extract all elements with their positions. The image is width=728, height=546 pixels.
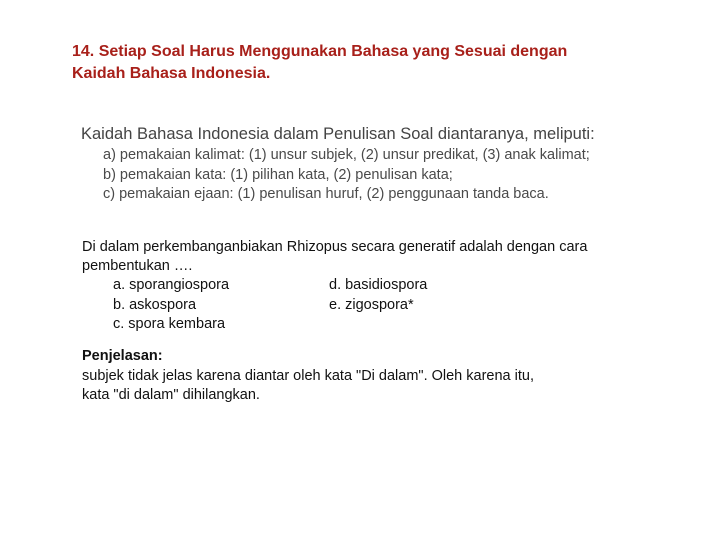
option-c: c. spora kembara [113,316,226,332]
slide-title [72,41,672,85]
rules-list [103,146,590,205]
option-row-2 [113,296,427,316]
question-line-2: pembentukan …. [82,258,193,274]
option-d: d. basidiospora [329,277,428,293]
slide-title-line-2: Kaidah Bahasa Indonesia. [72,65,271,82]
example-question [82,238,587,276]
rule-item-a: a) pemakaian kalimat: (1) unsur subjek, (2) unsur predikat, (3) anak kalimat; [103,147,590,163]
rules-heading: Kaidah Bahasa Indonesia dalam Penulisan Soal diantaranya, meliputi: [81,125,595,143]
option-e: e. zigospora* [329,296,414,313]
explanation [82,347,534,406]
rule-item-b: b) pemakaian kata: (1) pilihan kata, (2) penulisan kata; [103,166,453,183]
rule-item-c: c) pemakaian ejaan: (1) penulisan huruf, (2) penggunaan tanda baca. [103,186,549,202]
option-a: a. sporangiospora [113,277,230,293]
option-row-1 [113,276,427,296]
answer-options [113,276,427,335]
slide-title-line-1: 14. Setiap Soal Harus Menggunakan Bahasa yang Sesuai dengan [72,43,568,60]
explanation-line-2: kata "di dalam" dihilangkan. [82,387,260,403]
explanation-line-1: subjek tidak jelas karena diantar oleh kata "Di dalam". Oleh karena itu, [82,367,534,384]
explanation-title: Penjelasan: [82,348,163,364]
option-row-3 [113,315,427,335]
question-line-1: Di dalam perkembanganbiakan Rhizopus secara generatif adalah dengan cara [82,239,588,255]
option-b: b. askospora [113,296,197,313]
